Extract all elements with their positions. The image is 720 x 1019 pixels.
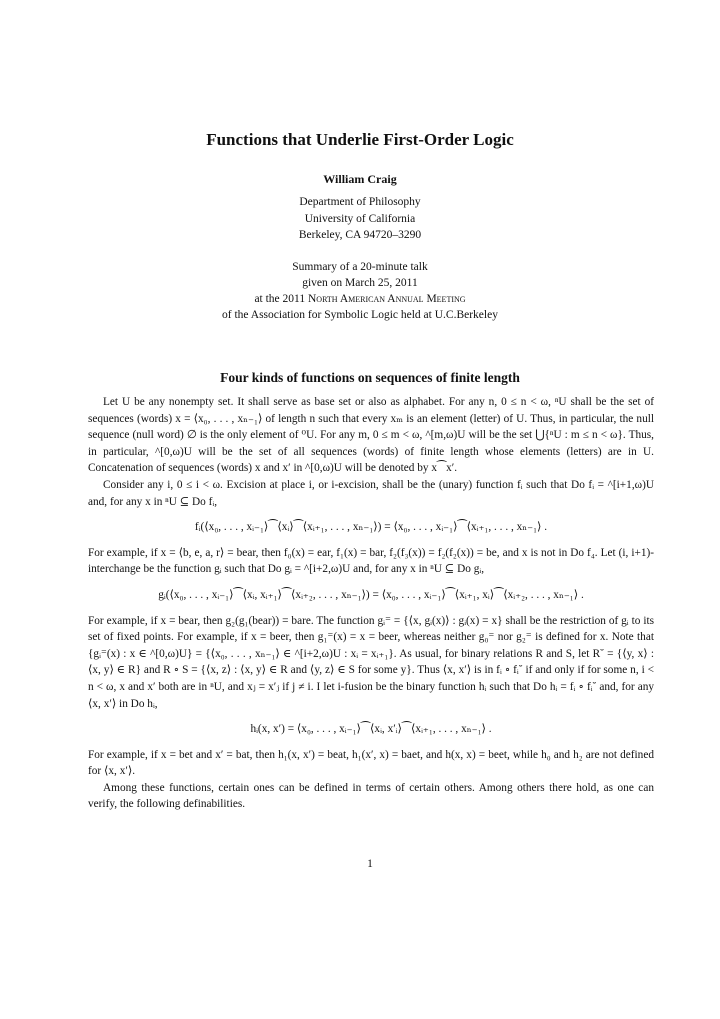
display-equation-2: gᵢ(⟨x₀, . . . , xᵢ₋₁⟩⁀⟨xᵢ, xᵢ₊₁⟩⁀⟨xᵢ₊₂, . . . , xₙ₋₁⟩) = ⟨x₀, . . . , xᵢ₋₁⟩⁀⟨xᵢ₊₁, xᵢ⟩⁀⟨xᵢ₊₂, . . . , xₙ₋₁⟩ .: [158, 588, 584, 601]
p2-line-1: Consider any i, 0 ≤ i < ω. Excision at place i, or i-excision, shall be the (unary) function fᵢ such that: [103, 478, 568, 491]
p3-line-1: For example, if x = ⟨b, e, a, r⟩ = bear, then f₀(x) = ear, f₁(x) = bar, f₂(f₃(x)) = f₂(f₂(x)) = be, and x is not in: [88, 546, 568, 559]
p6-line-1: Among these functions, certain ones can be defined in terms of certain others. Among others there hold,: [103, 781, 600, 794]
affiliation-block: [0, 194, 720, 244]
p6-line-2: as one can verify, the following definabilities.: [88, 781, 654, 811]
summary-line-1: Summary of a 20-minute talk: [292, 261, 428, 273]
p4-line-4: As usual, for binary relations R and S, let R˘ = {⟨y, x⟩ : ⟨x, y⟩ ∈ R} and R ∘ S = {⟨x, z⟩ : ⟨x, y⟩ ∈: [88, 647, 654, 677]
p1-line-6: be denoted by x⁀x′.: [365, 462, 458, 475]
meeting-name: North American Annual Meeting: [307, 293, 466, 305]
display-equation-1: fᵢ(⟨x₀, . . . , xᵢ₋₁⟩⁀⟨xᵢ⟩⁀⟨xᵢ₊₁, . . . , xₙ₋₁⟩) = ⟨x₀, . . . , xᵢ₋₁⟩⁀⟨xᵢ₊₁, . . . , xₙ₋₁⟩ .: [194, 521, 548, 534]
display-equation-3: hᵢ(x, x′) = ⟨x₀, . . . , xᵢ₋₁⟩⁀⟨xᵢ, x′ᵢ⟩⁀⟨xᵢ₊₁, . . . , xₙ₋₁⟩ .: [250, 723, 492, 736]
p3-line-2: Do f₄. Let (i, i+1)-interchange be the function gᵢ such that Do gᵢ = ^[i+2,ω)U and, for any x in ⁿU ⊆ Do gᵢ,: [88, 546, 655, 576]
paragraph-4: [88, 613, 654, 713]
page-number: 1: [367, 858, 373, 870]
affiliation-department: Department of Philosophy: [299, 196, 421, 208]
p1-line-3: Thus, in particular, the null sequence (null word) ∅ is the only element of ⁰U. For any m, 0 ≤ m < ω, ^[m,ω)U: [88, 412, 655, 442]
p4-line-7: any ⟨x, x′⟩ in Do hᵢ,: [88, 680, 655, 710]
p5-line-1: For example, if x = bet and x′ = bat, then h₁(x, x′) = beat, h₁(x′, x) = baet, and h(x, x) = beet, while h₀ and: [88, 748, 571, 761]
p1-line-4: will be the set ⋃{ⁿU : m ≤ n < ω}. Thus, in particular, ^[0,ω)U will be the set of all sequences (words) of: [88, 429, 654, 458]
paragraph-2: [88, 477, 654, 510]
p5-line-2: h₂ are not defined for ⟨x, x′⟩.: [88, 748, 654, 778]
summary-line-4: of the Association for Symbolic Logic held at U.C.Berkeley: [222, 309, 498, 321]
paper-title: Functions that Underlie First-Order Logic: [206, 130, 514, 149]
p4-line-6: are in ⁿU, and xⱼ = x′ⱼ if j ≠ i. I let i-fusion be the binary function hᵢ such that Do hᵢ = fᵢ ∘ fᵢ˘ and, for: [181, 680, 635, 693]
summary-line-3: [0, 291, 720, 307]
p4-line-3: neither g₀⁼ nor g₂⁼ is defined for x. Note that {gᵢ⁼(x) : x ∈ ^[0,ω)U} = {⟨x₀, . . . , xₙ₋₁⟩ ∈ ^[i+2,ω)U : xᵢ = xᵢ₊₁}.: [88, 631, 654, 660]
summary-line-3-prefix: at the 2011: [254, 293, 308, 305]
affiliation-university: University of California: [304, 212, 416, 225]
p2-line-2: Do fᵢ = ^[i+1,ω)U and, for any x in ⁿU ⊆ Do fᵢ,: [88, 478, 655, 508]
affiliation-address: Berkeley, CA 94720–3290: [298, 229, 422, 241]
summary-block: [0, 259, 720, 323]
body-text: [88, 394, 654, 813]
paragraph-1: [88, 394, 654, 477]
p4-line-5: R and ⟨y, z⟩ ∈ S for some y}. Thus ⟨x, x′⟩ is in fᵢ ∘ fᵢ˘ if and only if for some n, i < n < ω, x and x′ both: [88, 664, 654, 693]
p1-line-1: Let U be any nonempty set. It shall serve as base set or also as alphabet. For any n, 0 ≤ n < ω, ⁿU shall: [103, 396, 592, 408]
p1-line-2: be the set of sequences (words) x = ⟨x₀, . . . , xₙ₋₁⟩ of length n such that every xₘ is an element (letter) of U.: [88, 396, 654, 425]
section-heading: Four kinds of functions on sequences of finite length: [220, 370, 520, 385]
p1-line-5: finite length whose elements (letters) are in U. Concatenation of sequences (words) x and x′ in ^[0,ω)U will: [88, 445, 654, 475]
summary-line-2: given on March 25, 2011: [302, 277, 418, 289]
paragraph-5: [88, 747, 654, 780]
author-name: William Craig: [323, 172, 397, 186]
p4-line-2: restriction of gᵢ to its set of fixed points. For example, if x = beer, then g₁⁼(x) = x = beer, whereas: [88, 614, 654, 644]
paragraph-3: [88, 545, 654, 578]
paragraph-6: [88, 780, 654, 813]
p4-line-1: For example, if x = bear, then g₂(g₁(bear)) = bare. The function gᵢ⁼ = {⟨x, gᵢ(x)⟩ : gᵢ(x) = x} shall be the: [88, 614, 558, 627]
